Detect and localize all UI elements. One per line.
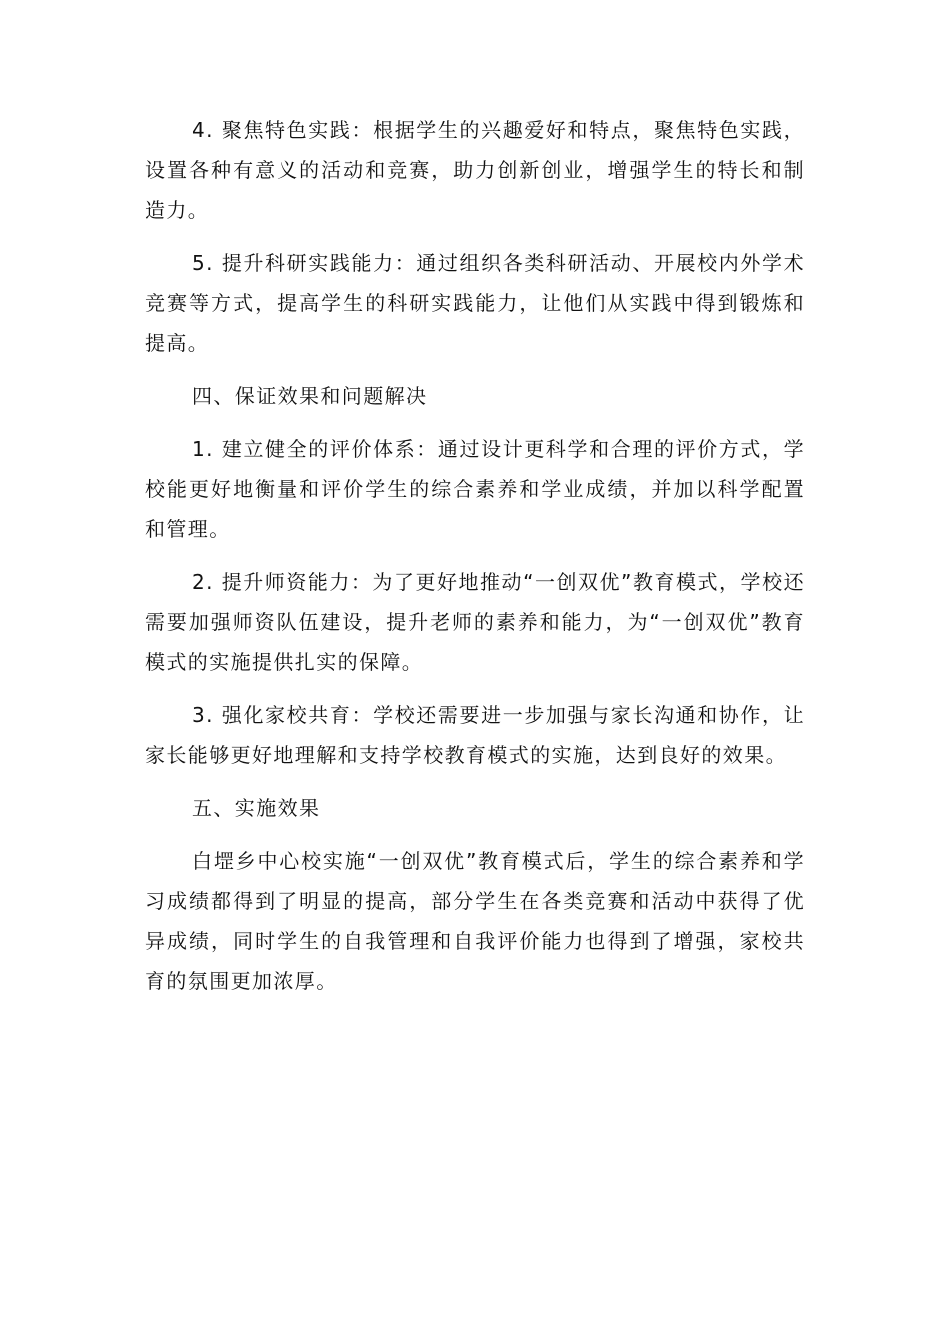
paragraph-summary: 白堽乡中心校实施“一创双优”教育模式后，学生的综合素养和学习成绩都得到了明显的提高，部分学生在各类竞赛和活动中获得了优异成绩，同时学生的自我管理和自我评价能力也得到了增强，家校共育的氛围更加浓厚。 [145,849,805,993]
section-heading-5: 五、实施效果 [192,796,321,820]
document-body [145,110,805,1014]
paragraph-item-4: 4. 聚焦特色实践：根据学生的兴趣爱好和特点，聚焦特色实践，设置各种有意义的活动和竞赛，助力创新创业，增强学生的特长和制造力。 [145,118,805,222]
paragraph-item-1: 1. 建立健全的评价体系：通过设计更科学和合理的评价方式，学校能更好地衡量和评价学生的综合素养和学业成绩，并加以科学配置和管理。 [145,437,805,541]
paragraph-item-2: 2. 提升师资能力：为了更好地推动“一创双优”教育模式，学校还需要加强师资队伍建设，提升老师的素养和能力，为“一创双优”教育模式的实施提供扎实的保障。 [145,570,805,674]
paragraph-item-3: 3. 强化家校共育：学校还需要进一步加强与家长沟通和协作，让家长能够更好地理解和支持学校教育模式的实施，达到良好的效果。 [145,703,805,767]
paragraph-item-5: 5. 提升科研实践能力：通过组织各类科研活动、开展校内外学术竞赛等方式，提高学生的科研实践能力，让他们从实践中得到锻炼和提高。 [145,251,805,355]
section-heading-4: 四、保证效果和问题解决 [192,384,428,408]
